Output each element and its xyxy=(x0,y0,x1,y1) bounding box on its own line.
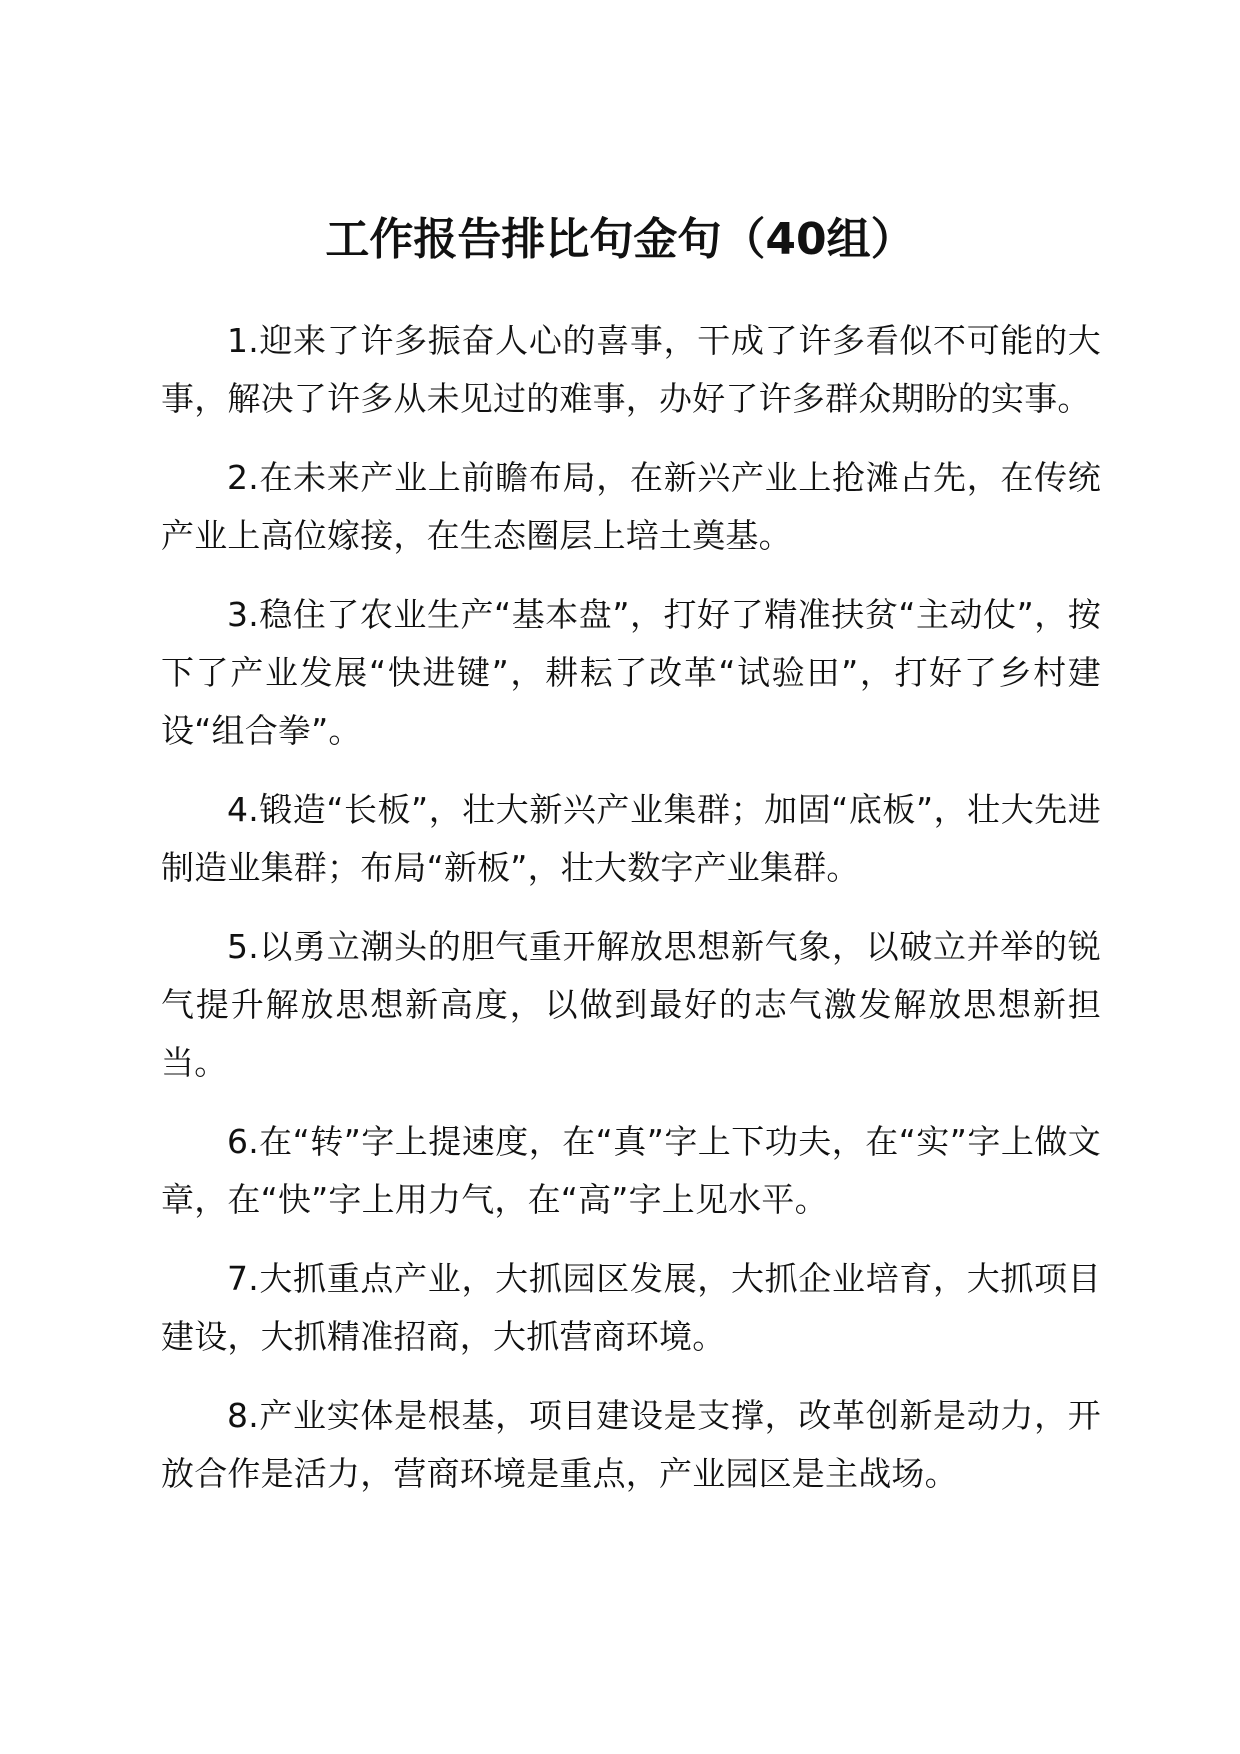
paragraph-7: 7.大抓重点产业，大抓园区发展，大抓企业培育，大抓项目建设，大抓精准招商，大抓营商环境。 xyxy=(161,1259,1101,1356)
paragraph-2: 2.在未来产业上前瞻布局，在新兴产业上抢滩占先，在传统产业上高位嫁接，在生态圈层上培土奠基。 xyxy=(161,458,1101,555)
document-title: 工作报告排比句金句（40组） xyxy=(325,214,915,265)
document-body xyxy=(161,312,1101,1524)
paragraph-1: 1.迎来了许多振奋人心的喜事，干成了许多看似不可能的大事，解决了许多从未见过的难事，办好了许多群众期盼的实事。 xyxy=(161,321,1101,418)
paragraph-8: 8.产业实体是根基，项目建设是支撑，改革创新是动力，开放合作是活力，营商环境是重点，产业园区是主战场。 xyxy=(161,1396,1101,1493)
paragraph-6: 6.在“转”字上提速度，在“真”字上下功夫，在“实”字上做文章，在“快”字上用力气，在“高”字上见水平。 xyxy=(161,1122,1101,1219)
paragraph-5: 5.以勇立潮头的胆气重开解放思想新气象，以破立并举的锐气提升解放思想新高度，以做到最好的志气激发解放思想新担当。 xyxy=(161,927,1101,1082)
paragraph-4: 4.锻造“长板”，壮大新兴产业集群；加固“底板”，壮大先进制造业集群；布局“新板”，壮大数字产业集群。 xyxy=(161,790,1101,887)
paragraph-3: 3.稳住了农业生产“基本盘”，打好了精准扶贫“主动仗”，按下了产业发展“快进键”，耕耘了改革“试验田”，打好了乡村建设“组合拳”。 xyxy=(161,595,1101,750)
